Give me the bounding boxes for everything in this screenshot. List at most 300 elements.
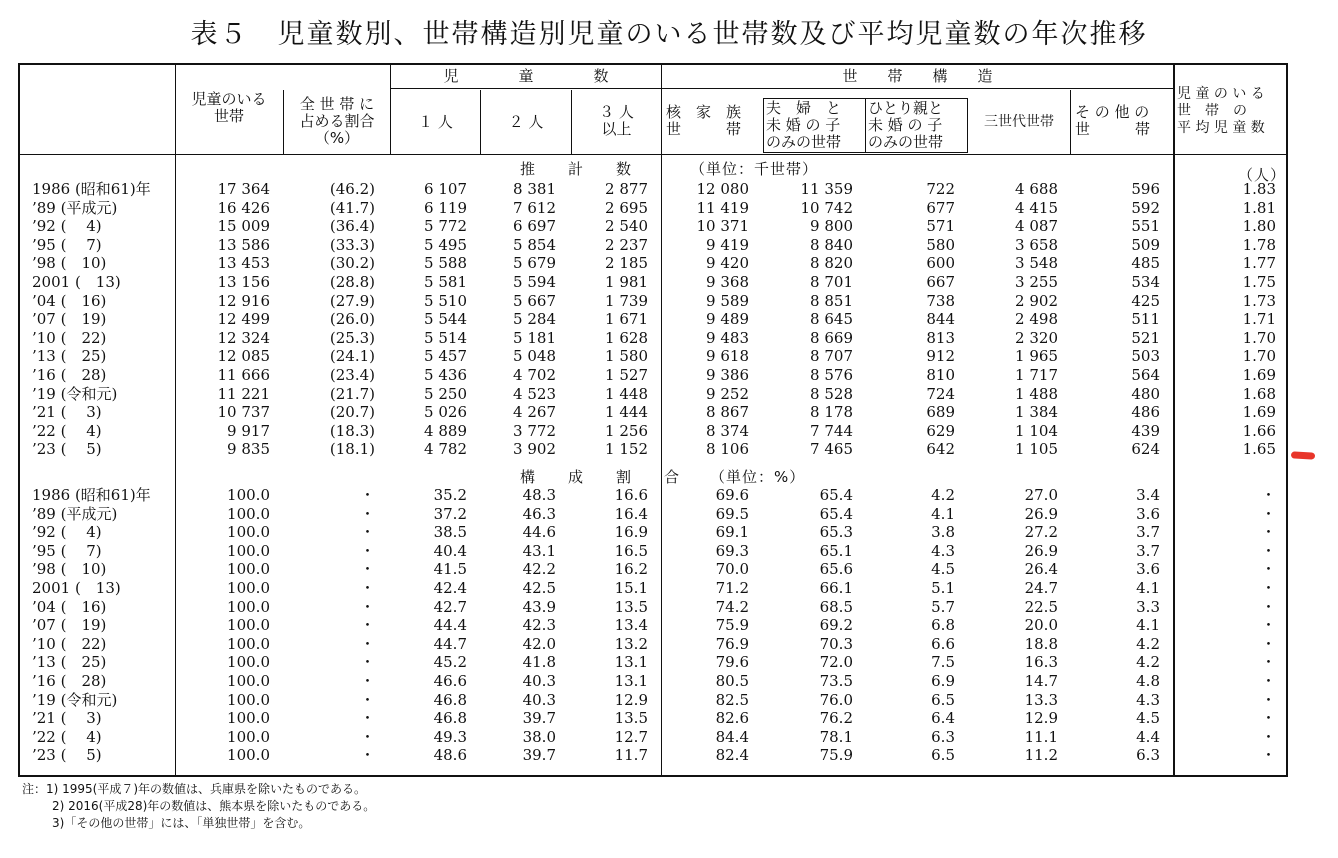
nuclear-cell: 82.4 bbox=[715, 746, 749, 765]
other-cell: 4.1 bbox=[1136, 579, 1160, 597]
two-children-cell: 42.3 bbox=[522, 616, 556, 635]
households-cell: 100.0 bbox=[227, 690, 270, 709]
average-cell: ・ bbox=[1260, 727, 1276, 746]
other-cell: 3.7 bbox=[1136, 541, 1160, 560]
one-child-cell: 49.3 bbox=[433, 727, 467, 746]
one-child-cell: 37.2 bbox=[433, 504, 467, 523]
two-children-cell: 43.9 bbox=[522, 597, 556, 616]
share-cell: (27.9) bbox=[329, 291, 375, 310]
three-generation-cell: 3 658 bbox=[1015, 235, 1058, 254]
share-cell: (30.2) bbox=[329, 254, 375, 273]
households-cell: 11 666 bbox=[217, 366, 270, 384]
nuclear-cell: 10 371 bbox=[696, 217, 749, 236]
one-child-cell: 38.5 bbox=[433, 523, 467, 542]
single-parent-cell: 5.1 bbox=[931, 579, 955, 597]
other-cell: 4.5 bbox=[1136, 709, 1160, 728]
header-couple: 夫 婦 と 未 婚 の 子 のみの世帯 bbox=[766, 99, 842, 151]
nuclear-cell: 12 080 bbox=[696, 180, 749, 198]
households-cell: 100.0 bbox=[227, 653, 270, 672]
two-children-cell: 40.3 bbox=[522, 672, 556, 690]
couple-cell: 72.0 bbox=[819, 653, 853, 672]
table-row bbox=[20, 254, 1286, 272]
one-child-cell: 5 772 bbox=[424, 217, 467, 236]
households-cell: 15 009 bbox=[217, 217, 270, 236]
table-row bbox=[20, 560, 1286, 578]
couple-cell: 65.3 bbox=[819, 523, 853, 542]
average-cell: 1.69 bbox=[1242, 403, 1276, 422]
couple-cell: 66.1 bbox=[819, 579, 853, 597]
three-generation-cell: 11.1 bbox=[1024, 727, 1058, 746]
couple-cell: 73.5 bbox=[819, 672, 853, 690]
single-parent-cell: 6.6 bbox=[931, 634, 955, 653]
three-generation-cell: 1 488 bbox=[1015, 384, 1058, 403]
year-label: ’13 ( 25) bbox=[32, 347, 107, 366]
table-row bbox=[20, 366, 1286, 384]
three-generation-cell: 3 255 bbox=[1015, 273, 1058, 291]
three-children-cell: 2 185 bbox=[605, 254, 648, 273]
share-cell: (36.4) bbox=[329, 217, 375, 236]
average-cell: 1.80 bbox=[1242, 217, 1276, 236]
average-cell: ・ bbox=[1260, 504, 1276, 523]
nuclear-cell: 9 589 bbox=[706, 291, 749, 310]
households-cell: 100.0 bbox=[227, 504, 270, 523]
three-generation-cell: 26.9 bbox=[1024, 541, 1058, 560]
one-child-cell: 5 510 bbox=[424, 291, 467, 310]
table-row bbox=[20, 486, 1286, 504]
col-rule-8 bbox=[865, 98, 866, 153]
section-composition-unit: （単位：%） bbox=[710, 468, 806, 486]
single-parent-cell: 571 bbox=[926, 217, 955, 236]
single-parent-cell: 6.8 bbox=[931, 616, 955, 635]
households-cell: 100.0 bbox=[227, 523, 270, 542]
three-generation-cell: 24.7 bbox=[1024, 579, 1058, 597]
nuclear-cell: 8 374 bbox=[706, 421, 749, 440]
single-parent-cell: 810 bbox=[926, 366, 955, 384]
three-children-cell: 16.6 bbox=[614, 486, 648, 504]
one-child-cell: 42.4 bbox=[433, 579, 467, 597]
one-child-cell: 48.6 bbox=[433, 746, 467, 765]
couple-cell: 68.5 bbox=[819, 597, 853, 616]
single-parent-cell: 813 bbox=[926, 328, 955, 347]
couple-cell: 65.4 bbox=[819, 486, 853, 504]
share-cell: ・ bbox=[359, 541, 375, 560]
households-cell: 100.0 bbox=[227, 597, 270, 616]
couple-cell: 65.4 bbox=[819, 504, 853, 523]
year-label: ’98 ( 10) bbox=[32, 560, 107, 579]
share-cell: ・ bbox=[359, 616, 375, 635]
average-cell: ・ bbox=[1260, 523, 1276, 542]
households-cell: 12 916 bbox=[217, 291, 270, 310]
three-generation-cell: 2 902 bbox=[1015, 291, 1058, 310]
table-row bbox=[20, 505, 1286, 523]
year-label: ’07 ( 19) bbox=[32, 310, 107, 329]
one-child-cell: 46.8 bbox=[433, 690, 467, 709]
single-parent-cell: 6.5 bbox=[931, 746, 955, 765]
header-share: 全 世 帯 に 占める割合 （%） bbox=[299, 95, 375, 147]
one-child-cell: 5 544 bbox=[424, 310, 467, 329]
single-parent-cell: 6.5 bbox=[931, 690, 955, 709]
households-cell: 17 364 bbox=[217, 180, 270, 198]
single-parent-cell: 600 bbox=[926, 254, 955, 273]
couple-cell: 78.1 bbox=[819, 727, 853, 746]
two-children-cell: 5 594 bbox=[513, 273, 556, 291]
three-generation-cell: 14.7 bbox=[1024, 672, 1058, 690]
year-label: ’04 ( 16) bbox=[32, 291, 107, 310]
share-cell: (18.3) bbox=[329, 421, 375, 440]
one-child-cell: 46.8 bbox=[433, 709, 467, 728]
year-label: ’92 ( 4) bbox=[32, 217, 102, 236]
nuclear-cell: 69.3 bbox=[715, 541, 749, 560]
one-child-cell: 5 581 bbox=[424, 273, 467, 291]
households-cell: 100.0 bbox=[227, 746, 270, 765]
nuclear-cell: 71.2 bbox=[715, 579, 749, 597]
households-cell: 12 085 bbox=[217, 347, 270, 366]
share-cell: ・ bbox=[359, 486, 375, 504]
table-row bbox=[20, 523, 1286, 541]
three-generation-cell: 1 105 bbox=[1015, 440, 1058, 459]
single-parent-cell: 4.3 bbox=[931, 541, 955, 560]
average-cell: 1.78 bbox=[1242, 235, 1276, 254]
two-children-cell: 3 772 bbox=[513, 421, 556, 440]
note-3: 3)「その他の世帯」には、「単独世帯」を含む。 bbox=[52, 816, 311, 830]
couple-cell: 8 576 bbox=[810, 366, 853, 384]
households-cell: 100.0 bbox=[227, 616, 270, 635]
nuclear-cell: 84.4 bbox=[715, 727, 749, 746]
one-child-cell: 6 119 bbox=[424, 198, 467, 217]
average-cell: 1.81 bbox=[1242, 198, 1276, 217]
year-label: ’21 ( 3) bbox=[32, 403, 102, 422]
couple-cell: 8 840 bbox=[810, 235, 853, 254]
header-households: 児童のいる 世帯 bbox=[191, 90, 267, 125]
nuclear-cell: 82.6 bbox=[715, 709, 749, 728]
three-generation-cell: 4 415 bbox=[1015, 198, 1058, 217]
two-children-cell: 5 181 bbox=[513, 328, 556, 347]
single-parent-cell: 4.5 bbox=[931, 560, 955, 579]
households-cell: 100.0 bbox=[227, 541, 270, 560]
three-generation-cell: 1 384 bbox=[1015, 403, 1058, 422]
couple-cell: 65.6 bbox=[819, 560, 853, 579]
average-cell: ・ bbox=[1260, 690, 1276, 709]
nuclear-cell: 8 867 bbox=[706, 403, 749, 422]
two-children-cell: 7 612 bbox=[513, 198, 556, 217]
table-row bbox=[20, 347, 1286, 365]
average-cell: 1.70 bbox=[1242, 347, 1276, 366]
other-cell: 624 bbox=[1131, 440, 1160, 459]
couple-cell: 9 800 bbox=[810, 217, 853, 236]
three-children-cell: 16.2 bbox=[614, 560, 648, 579]
households-cell: 13 586 bbox=[217, 235, 270, 254]
single-parent-cell: 724 bbox=[926, 384, 955, 403]
header-single-parent: ひとり親と 未 婚 の 子 のみの世帯 bbox=[868, 99, 944, 151]
header-three-children: ３ 人 以上 bbox=[599, 103, 634, 138]
couple-cell: 7 465 bbox=[810, 440, 853, 459]
table-title: 表５ 児童数別、世帯構造別児童のいる世帯数及び平均児童数の年次推移 bbox=[190, 19, 1148, 50]
two-children-cell: 4 523 bbox=[513, 384, 556, 403]
share-cell: ・ bbox=[359, 634, 375, 653]
three-generation-cell: 11.2 bbox=[1024, 746, 1058, 765]
nuclear-cell: 9 386 bbox=[706, 366, 749, 384]
two-children-cell: 5 284 bbox=[513, 310, 556, 329]
households-cell: 12 499 bbox=[217, 310, 270, 329]
table-row bbox=[20, 691, 1286, 709]
three-children-cell: 1 444 bbox=[605, 403, 648, 422]
nuclear-cell: 9 420 bbox=[706, 254, 749, 273]
share-cell: ・ bbox=[359, 672, 375, 690]
three-children-cell: 11.7 bbox=[614, 746, 648, 765]
notes bbox=[22, 781, 375, 832]
table-row bbox=[20, 180, 1286, 198]
nuclear-cell: 82.5 bbox=[715, 690, 749, 709]
one-child-cell: 44.4 bbox=[433, 616, 467, 635]
three-generation-cell: 3 548 bbox=[1015, 254, 1058, 273]
year-label: ’95 ( 7) bbox=[32, 235, 102, 254]
table-row bbox=[20, 422, 1286, 440]
households-cell: 13 453 bbox=[217, 254, 270, 273]
table-row bbox=[20, 728, 1286, 746]
table-row bbox=[20, 440, 1286, 458]
nuclear-cell: 9 483 bbox=[706, 328, 749, 347]
other-cell: 551 bbox=[1131, 217, 1160, 236]
three-children-cell: 16.9 bbox=[614, 523, 648, 542]
year-label: 1986 (昭和61)年 bbox=[32, 486, 151, 504]
three-generation-cell: 22.5 bbox=[1024, 597, 1058, 616]
three-generation-cell: 1 717 bbox=[1015, 366, 1058, 384]
two-children-cell: 48.3 bbox=[522, 486, 556, 504]
couple-cell: 8 820 bbox=[810, 254, 853, 273]
three-generation-cell: 4 688 bbox=[1015, 180, 1058, 198]
two-children-cell: 43.1 bbox=[522, 541, 556, 560]
households-cell: 100.0 bbox=[227, 560, 270, 579]
three-children-cell: 13.4 bbox=[614, 616, 648, 635]
nuclear-cell: 11 419 bbox=[696, 198, 749, 217]
single-parent-cell: 6.9 bbox=[931, 672, 955, 690]
section-composition-label: 構 成 割 合 bbox=[520, 468, 681, 486]
couple-cell: 70.3 bbox=[819, 634, 853, 653]
households-cell: 10 737 bbox=[217, 403, 270, 422]
three-generation-cell: 27.2 bbox=[1024, 523, 1058, 542]
single-parent-cell: 722 bbox=[926, 180, 955, 198]
share-cell: ・ bbox=[359, 597, 375, 616]
table-row bbox=[20, 385, 1286, 403]
couple-cell: 8 669 bbox=[810, 328, 853, 347]
households-cell: 11 221 bbox=[217, 384, 270, 403]
average-cell: 1.77 bbox=[1242, 254, 1276, 273]
other-cell: 4.8 bbox=[1136, 672, 1160, 690]
note-2: 2) 2016(平成28)年の数値は、熊本県を除いたものである。 bbox=[52, 799, 376, 813]
three-generation-cell: 4 087 bbox=[1015, 217, 1058, 236]
two-children-cell: 5 667 bbox=[513, 291, 556, 310]
other-cell: 521 bbox=[1131, 328, 1160, 347]
couple-cell: 65.1 bbox=[819, 541, 853, 560]
other-cell: 592 bbox=[1131, 198, 1160, 217]
couple-cell: 69.2 bbox=[819, 616, 853, 635]
single-parent-cell: 667 bbox=[926, 273, 955, 291]
single-parent-cell: 5.7 bbox=[931, 597, 955, 616]
average-cell: 1.68 bbox=[1242, 384, 1276, 403]
other-cell: 4.2 bbox=[1136, 634, 1160, 653]
nuclear-cell: 80.5 bbox=[715, 672, 749, 690]
three-children-cell: 2 877 bbox=[605, 180, 648, 198]
share-cell: (26.0) bbox=[329, 310, 375, 329]
single-parent-cell: 844 bbox=[926, 310, 955, 329]
share-cell: (28.8) bbox=[329, 273, 375, 291]
other-cell: 480 bbox=[1131, 384, 1160, 403]
other-cell: 503 bbox=[1131, 347, 1160, 366]
year-label: ’89 (平成元) bbox=[32, 198, 118, 217]
couple-cell: 76.0 bbox=[819, 690, 853, 709]
table-row bbox=[20, 653, 1286, 671]
two-children-cell: 6 697 bbox=[513, 217, 556, 236]
households-cell: 100.0 bbox=[227, 634, 270, 653]
section-estimates-label: 推 計 数 bbox=[520, 160, 633, 178]
one-child-cell: 4 782 bbox=[424, 440, 467, 459]
year-label: ’04 ( 16) bbox=[32, 597, 107, 616]
three-children-cell: 16.5 bbox=[614, 541, 648, 560]
share-cell: ・ bbox=[359, 579, 375, 597]
couple-cell: 11 359 bbox=[800, 180, 853, 198]
year-label: ’13 ( 25) bbox=[32, 653, 107, 672]
other-cell: 3.3 bbox=[1136, 597, 1160, 616]
nuclear-cell: 75.9 bbox=[715, 616, 749, 635]
couple-cell: 7 744 bbox=[810, 421, 853, 440]
three-generation-cell: 20.0 bbox=[1024, 616, 1058, 635]
households-cell: 100.0 bbox=[227, 579, 270, 597]
two-children-cell: 4 267 bbox=[513, 403, 556, 422]
share-cell: ・ bbox=[359, 523, 375, 542]
table-row bbox=[20, 672, 1286, 690]
single-parent-cell: 738 bbox=[926, 291, 955, 310]
share-cell: ・ bbox=[359, 690, 375, 709]
households-cell: 16 426 bbox=[217, 198, 270, 217]
share-cell: (21.7) bbox=[329, 384, 375, 403]
average-cell: 1.71 bbox=[1242, 310, 1276, 329]
nuclear-cell: 76.9 bbox=[715, 634, 749, 653]
three-children-cell: 1 671 bbox=[605, 310, 648, 329]
couple-cell: 8 528 bbox=[810, 384, 853, 403]
note-1: 注：1) 1995(平成７)年の数値は、兵庫県を除いたものである。 bbox=[22, 782, 367, 796]
nuclear-cell: 9 368 bbox=[706, 273, 749, 291]
year-label: ’16 ( 28) bbox=[32, 366, 107, 384]
two-children-cell: 42.5 bbox=[522, 579, 556, 597]
single-parent-cell: 580 bbox=[926, 235, 955, 254]
table-row bbox=[20, 236, 1286, 254]
three-children-cell: 1 739 bbox=[605, 291, 648, 310]
table-row bbox=[20, 598, 1286, 616]
header-average: 児 童 の い る 世 帯 の 平 均 児 童 数 bbox=[1177, 86, 1265, 136]
three-generation-cell: 18.8 bbox=[1024, 634, 1058, 653]
share-cell: (25.3) bbox=[329, 328, 375, 347]
share-cell: (33.3) bbox=[329, 235, 375, 254]
other-cell: 3.6 bbox=[1136, 504, 1160, 523]
other-cell: 511 bbox=[1131, 310, 1160, 329]
other-cell: 4.4 bbox=[1136, 727, 1160, 746]
year-label: ’19 (令和元) bbox=[32, 384, 118, 403]
two-children-cell: 42.0 bbox=[522, 634, 556, 653]
two-children-cell: 5 854 bbox=[513, 235, 556, 254]
section-estimates-unit: （単位：千世帯） bbox=[690, 160, 819, 178]
share-cell: (18.1) bbox=[329, 440, 375, 459]
single-parent-cell: 642 bbox=[926, 440, 955, 459]
share-cell: (41.7) bbox=[329, 198, 375, 217]
average-cell: 1.66 bbox=[1242, 421, 1276, 440]
three-children-cell: 1 448 bbox=[605, 384, 648, 403]
year-label: 1986 (昭和61)年 bbox=[32, 180, 151, 198]
header-rule-groups bbox=[390, 88, 1174, 89]
two-children-cell: 39.7 bbox=[522, 746, 556, 765]
three-generation-cell: 12.9 bbox=[1024, 709, 1058, 728]
year-label: ’21 ( 3) bbox=[32, 709, 102, 728]
households-cell: 12 324 bbox=[217, 328, 270, 347]
single-parent-cell: 689 bbox=[926, 403, 955, 422]
average-cell: ・ bbox=[1260, 597, 1276, 616]
year-label: ’19 (令和元) bbox=[32, 690, 118, 709]
single-parent-cell: 677 bbox=[926, 198, 955, 217]
share-cell: (46.2) bbox=[329, 180, 375, 198]
two-children-cell: 5 679 bbox=[513, 254, 556, 273]
col-rule-10 bbox=[1070, 90, 1071, 154]
share-cell: (20.7) bbox=[329, 403, 375, 422]
average-cell: ・ bbox=[1260, 541, 1276, 560]
one-child-cell: 5 250 bbox=[424, 384, 467, 403]
other-cell: 596 bbox=[1131, 180, 1160, 198]
header-two-children: ２ 人 bbox=[508, 113, 544, 131]
table-row bbox=[20, 403, 1286, 421]
single-parent-cell: 912 bbox=[926, 347, 955, 366]
one-child-cell: 41.5 bbox=[433, 560, 467, 579]
three-children-cell: 1 628 bbox=[605, 328, 648, 347]
other-cell: 3.6 bbox=[1136, 560, 1160, 579]
average-cell: 1.73 bbox=[1242, 291, 1276, 310]
nuclear-cell: 9 419 bbox=[706, 235, 749, 254]
average-cell: ・ bbox=[1260, 709, 1276, 728]
share-cell: ・ bbox=[359, 727, 375, 746]
share-cell: (23.4) bbox=[329, 366, 375, 384]
three-children-cell: 12.7 bbox=[614, 727, 648, 746]
year-label: ’89 (平成元) bbox=[32, 504, 118, 523]
two-children-cell: 40.3 bbox=[522, 690, 556, 709]
year-label: ’07 ( 19) bbox=[32, 616, 107, 635]
year-label: ’23 ( 5) bbox=[32, 440, 102, 459]
one-child-cell: 46.6 bbox=[433, 672, 467, 690]
year-label: ’92 ( 4) bbox=[32, 523, 102, 542]
other-cell: 509 bbox=[1131, 235, 1160, 254]
nuclear-cell: 69.5 bbox=[715, 504, 749, 523]
year-label: ’95 ( 7) bbox=[32, 541, 102, 560]
two-children-cell: 5 048 bbox=[513, 347, 556, 366]
other-cell: 486 bbox=[1131, 403, 1160, 422]
three-generation-cell: 1 104 bbox=[1015, 421, 1058, 440]
table-row bbox=[20, 635, 1286, 653]
share-cell: ・ bbox=[359, 504, 375, 523]
three-children-cell: 1 981 bbox=[605, 273, 648, 291]
three-generation-cell: 26.4 bbox=[1024, 560, 1058, 579]
households-cell: 9 835 bbox=[227, 440, 270, 459]
three-children-cell: 2 540 bbox=[605, 217, 648, 236]
couple-cell: 75.9 bbox=[819, 746, 853, 765]
average-cell: ・ bbox=[1260, 616, 1276, 635]
single-parent-cell: 6.4 bbox=[931, 709, 955, 728]
three-generation-cell: 16.3 bbox=[1024, 653, 1058, 672]
three-generation-cell: 2 320 bbox=[1015, 328, 1058, 347]
two-children-cell: 8 381 bbox=[513, 180, 556, 198]
table-row bbox=[20, 273, 1286, 291]
single-parent-cell: 7.5 bbox=[931, 653, 955, 672]
one-child-cell: 44.7 bbox=[433, 634, 467, 653]
average-cell: 1.70 bbox=[1242, 328, 1276, 347]
single-parent-cell: 629 bbox=[926, 421, 955, 440]
one-child-cell: 5 514 bbox=[424, 328, 467, 347]
three-generation-cell: 27.0 bbox=[1024, 486, 1058, 504]
